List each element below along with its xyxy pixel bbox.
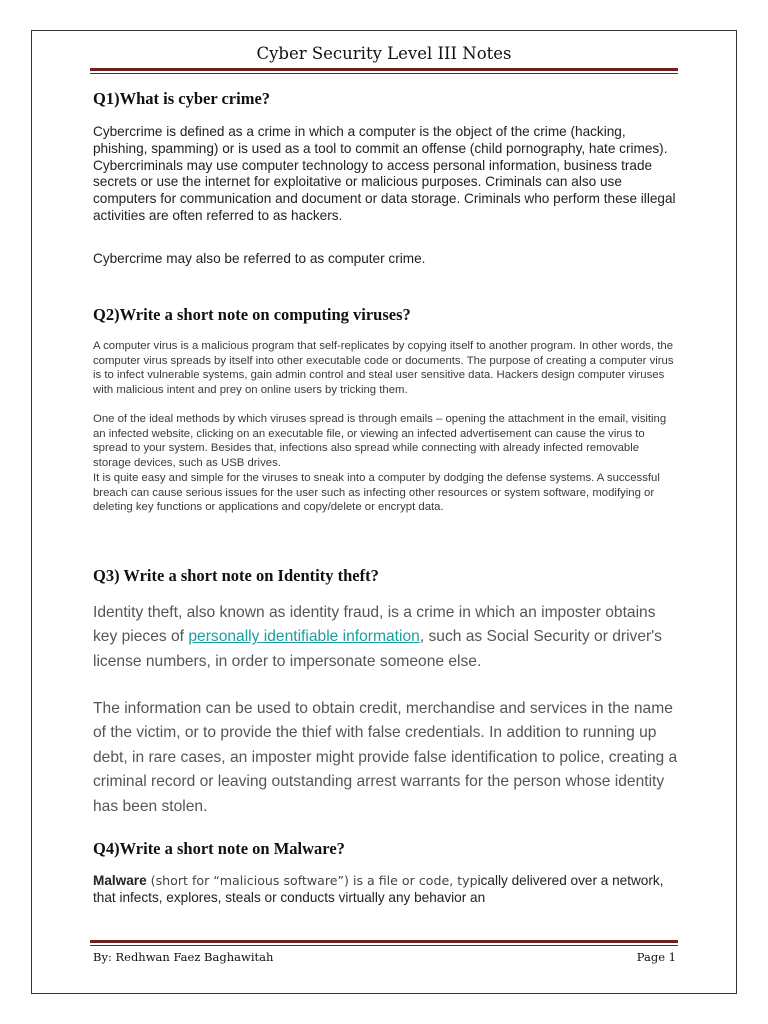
q3-paragraph-1 — [93, 601, 683, 674]
q4-paragraph-1 — [93, 872, 678, 907]
footer-page-number: Page 1 — [636, 950, 676, 964]
footer-author: By: Redhwan Faez Baghawitah — [93, 950, 274, 964]
pii-link[interactable]: personally identifiable information — [188, 628, 420, 646]
q3-paragraph-1-start: Identity theft, also known as identity fraud, is a crime in which an imposter obtains key pieces of — [93, 604, 656, 646]
q1-paragraph-2: Cybercrime may also be referred to as computer crime. — [93, 251, 426, 266]
q3-heading: Q3) Write a short note on Identity theft? — [93, 566, 379, 585]
q2-paragraph-2: One of the ideal methods by which viruses spread is through emails – opening the attachment in the email, visiting an infected website, clicking on an executable file, or viewing an infected advertisement can cause the virus to spread to your system. Besides that, infections also spread while connecting with already infected removable storage devices, such as USB drives. — [93, 413, 667, 469]
malware-definition-paren: (short for “malicious software”) is a file or code, typ — [146, 873, 478, 888]
q3-paragraph-1-end: , such as Social Security or driver's license numbers, in order to impersonate someone else. — [93, 628, 662, 670]
q2-heading: Q2)Write a short note on computing viruses? — [93, 305, 411, 324]
header-rule-thick — [90, 68, 678, 71]
header-rule-thin — [90, 73, 678, 74]
footer-rule-thin — [90, 945, 678, 946]
q2-paragraph-3: It is quite easy and simple for the viruses to sneak into a computer by dodging the defense systems. A successful breach can cause serious issues for the user such as infecting other resources or system software, modifying or deleting key functions or applications and copy/delete or encrypt data. — [93, 472, 660, 514]
footer-rule-thick — [90, 940, 678, 943]
malware-term: Malware — [93, 873, 147, 888]
malware-definition-rest: ically delivered over a network, that infects, explores, steals or conducts virtually any behavior an — [93, 873, 664, 906]
page-header-title: Cyber Security Level III Notes — [256, 44, 512, 63]
q2-paragraph-1: A computer virus is a malicious program that self-replicates by copying itself to another program. In other words, the computer virus spreads by itself into other executable code or documents. The purpose of creating a computer virus is to infect vulnerable systems, gain admin control and steal user sensitive data. Hackers design computer viruses with malicious intent and prey on online users by tricking them. — [93, 340, 674, 396]
q4-heading: Q4)Write a short note on Malware? — [93, 839, 345, 858]
q1-paragraph-1: Cybercrime is defined as a crime in which a computer is the object of the crime (hacking, phishing, spamming) or is used as a tool to commit an offense (child pornography, hate crimes). Cybercriminals may use computer technology to access personal information, business trade secrets or use the internet for exploitative or malicious purposes. Criminals can also use computers for communication and document or data storage. Criminals who perform these illegal activities are often referred to as hackers. — [93, 124, 676, 223]
q3-paragraph-2: The information can be used to obtain credit, merchandise and services in the name of the victim, or to provide the thief with false credentials. In addition to running up debt, in rare cases, an imposter might provide false identification to police, creating a criminal record or leaving outstanding arrest warrants for the person whose identity has been stolen. — [93, 700, 678, 815]
q1-heading: Q1)What is cyber crime? — [93, 89, 271, 108]
